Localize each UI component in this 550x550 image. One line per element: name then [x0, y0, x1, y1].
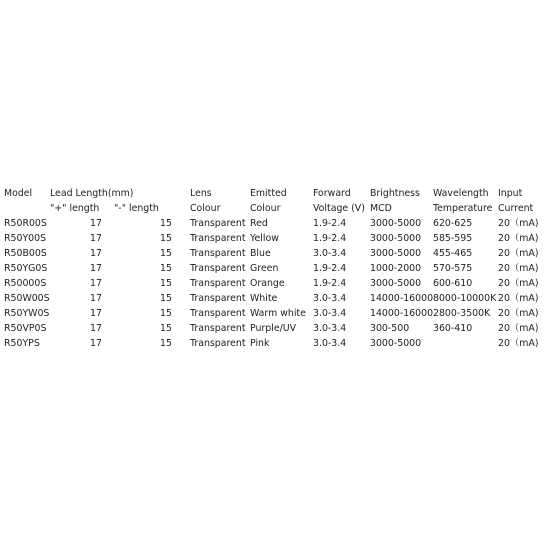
emitted-cell: Green	[250, 263, 279, 274]
header-lead-length: Lead Length(mm)	[50, 188, 134, 199]
wavelength-cell: 360-410	[433, 323, 473, 334]
input-cell: 20（mA)	[498, 248, 539, 259]
emitted-cell: Red	[250, 218, 268, 229]
brightness-cell: 1000-2000	[370, 263, 422, 274]
lens-cell: Transparent	[190, 338, 246, 349]
minus-length-cell: 15	[160, 308, 172, 319]
forward-cell: 3.0-3.4	[313, 323, 347, 334]
emitted-cell: Orange	[250, 278, 285, 289]
table-row	[0, 336, 550, 351]
lens-cell: Transparent	[190, 233, 246, 244]
input-cell: 20（mA)	[498, 233, 539, 244]
brightness-cell: 3000-5000	[370, 218, 422, 229]
lens-cell: Transparent	[190, 293, 246, 304]
plus-length-cell: 17	[90, 263, 102, 274]
wavelength-cell: 570-575	[433, 263, 473, 274]
model-cell: R50R00S	[4, 218, 47, 229]
header-input: Input	[498, 188, 523, 199]
brightness-cell: 3000-5000	[370, 338, 422, 349]
forward-cell: 3.0-3.4	[313, 248, 347, 259]
header-minus-length: "-" length	[114, 203, 159, 214]
forward-cell: 1.9-2.4	[313, 233, 347, 244]
plus-length-cell: 17	[90, 323, 102, 334]
wavelength-cell: 600-610	[433, 278, 473, 289]
plus-length-cell: 17	[90, 338, 102, 349]
forward-cell: 3.0-3.4	[313, 338, 347, 349]
header-row-1	[0, 186, 550, 201]
input-cell: 20（mA)	[498, 218, 539, 229]
input-cell: 20（mA)	[498, 338, 539, 349]
emitted-cell: Yellow	[250, 233, 279, 244]
plus-length-cell: 17	[90, 278, 102, 289]
lens-cell: Transparent	[190, 323, 246, 334]
table-row	[0, 276, 550, 291]
brightness-cell: 3000-5000	[370, 233, 422, 244]
lens-cell: Transparent	[190, 263, 246, 274]
wavelength-cell: 585-595	[433, 233, 473, 244]
header-voltage: Voltage (V)	[313, 203, 365, 214]
minus-length-cell: 15	[160, 293, 172, 304]
header-emitted-colour: Colour	[250, 203, 281, 214]
emitted-cell: Pink	[250, 338, 270, 349]
lens-cell: Transparent	[190, 308, 246, 319]
plus-length-cell: 17	[90, 248, 102, 259]
model-cell: R50Y00S	[4, 233, 47, 244]
table-row	[0, 231, 550, 246]
brightness-cell: 300-500	[370, 323, 410, 334]
header-temperature: Temperature	[433, 203, 493, 214]
wavelength-cell: 455-465	[433, 248, 473, 259]
brightness-cell: 14000-16000	[370, 293, 434, 304]
minus-length-cell: 15	[160, 263, 172, 274]
input-cell: 20（mA)	[498, 293, 539, 304]
emitted-cell: Warm white	[250, 308, 306, 319]
wavelength-cell: 2800-3500K	[433, 308, 491, 319]
emitted-cell: Blue	[250, 248, 271, 259]
minus-length-cell: 15	[160, 218, 172, 229]
model-cell: R50YW0S	[4, 308, 50, 319]
header-current: Current	[498, 203, 534, 214]
plus-length-cell: 17	[90, 233, 102, 244]
wavelength-cell: 8000-10000K	[433, 293, 497, 304]
forward-cell: 1.9-2.4	[313, 278, 347, 289]
header-mcd: MCD	[370, 203, 392, 214]
header-lens: Lens	[190, 188, 212, 199]
input-cell: 20（mA)	[498, 263, 539, 274]
header-model: Model	[4, 188, 33, 199]
minus-length-cell: 15	[160, 248, 172, 259]
table-row	[0, 291, 550, 306]
forward-cell: 1.9-2.4	[313, 218, 347, 229]
input-cell: 20（mA)	[498, 323, 539, 334]
model-cell: R50YG0S	[4, 263, 48, 274]
minus-length-cell: 15	[160, 278, 172, 289]
brightness-cell: 3000-5000	[370, 278, 422, 289]
plus-length-cell: 17	[90, 218, 102, 229]
lens-cell: Transparent	[190, 218, 246, 229]
wavelength-cell: 620-625	[433, 218, 473, 229]
minus-length-cell: 15	[160, 233, 172, 244]
table-row	[0, 246, 550, 261]
header-plus-length: "+" length	[50, 203, 100, 214]
plus-length-cell: 17	[90, 308, 102, 319]
input-cell: 20（mA)	[498, 308, 539, 319]
header-lens-colour: Colour	[190, 203, 221, 214]
header-wavelength: Wavelength	[433, 188, 489, 199]
header-row-2	[0, 201, 550, 216]
plus-length-cell: 17	[90, 293, 102, 304]
header-forward: Forward	[313, 188, 351, 199]
model-cell: R50000S	[4, 278, 47, 289]
table-row	[0, 321, 550, 336]
header-brightness: Brightness	[370, 188, 420, 199]
brightness-cell: 3000-5000	[370, 248, 422, 259]
model-cell: R50VP0S	[4, 323, 47, 334]
led-spec-table	[0, 186, 550, 351]
minus-length-cell: 15	[160, 323, 172, 334]
forward-cell: 3.0-3.4	[313, 293, 347, 304]
brightness-cell: 14000-16000	[370, 308, 434, 319]
lens-cell: Transparent	[190, 248, 246, 259]
forward-cell: 1.9-2.4	[313, 263, 347, 274]
header-emitted: Emitted	[250, 188, 287, 199]
input-cell: 20（mA)	[498, 278, 539, 289]
table-row	[0, 306, 550, 321]
model-cell: R50W00S	[4, 293, 50, 304]
model-cell: R50B00S	[4, 248, 47, 259]
emitted-cell: White	[250, 293, 278, 304]
minus-length-cell: 15	[160, 338, 172, 349]
lens-cell: Transparent	[190, 278, 246, 289]
forward-cell: 3.0-3.4	[313, 308, 347, 319]
model-cell: R50YPS	[4, 338, 40, 349]
table-row	[0, 216, 550, 231]
emitted-cell: Purple/UV	[250, 323, 297, 334]
table-row	[0, 261, 550, 276]
